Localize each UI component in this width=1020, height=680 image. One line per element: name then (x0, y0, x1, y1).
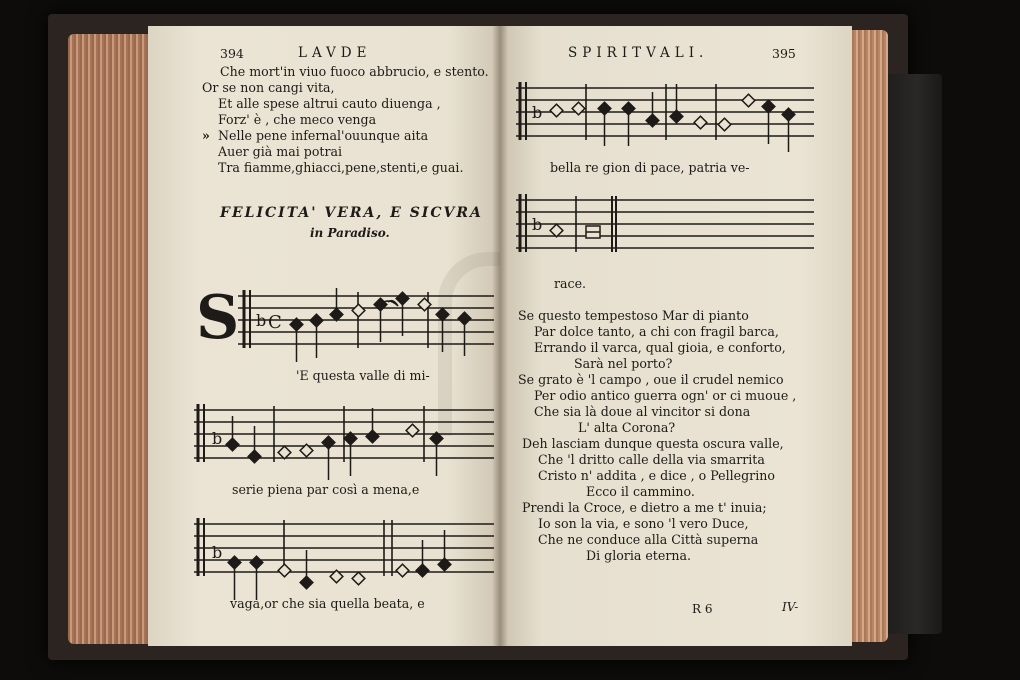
decorated-initial: S (196, 283, 240, 353)
lyric-line: vaga,or che sia quella beata, e (230, 596, 425, 611)
verse-line: Tra fiamme,ghiacci,pene,stenti,e guai. (218, 160, 464, 175)
music-staff-3 (194, 510, 496, 606)
verse-line: Sarà nel porto? (574, 356, 673, 371)
page-edges-right (848, 30, 888, 642)
book-gutter (492, 26, 508, 646)
verse-line: Auer già mai potrai (218, 144, 343, 159)
music-staff-4 (516, 74, 816, 158)
svg-text:b: b (212, 543, 223, 562)
verse-line: Deh lasciam dunque questa oscura valle, (522, 436, 784, 451)
verse-line: Or se non cangi vita, (202, 80, 335, 95)
verse-line: Se grato è 'l campo , oue il crudel nemico (518, 372, 784, 387)
svg-text:C: C (268, 312, 282, 333)
verse-line: Io son la via, e sono 'l vero Duce, (538, 516, 749, 531)
back-board (880, 74, 942, 634)
verse-line: Nelle pene infernal'ouunque aita (218, 128, 429, 143)
verse-line: Per odio antico guerra ogn' or ci muoue , (534, 388, 797, 403)
signature-mark: R 6 (692, 602, 713, 616)
page-edges-left (68, 34, 152, 644)
verse-marker: » (202, 128, 210, 143)
music-staff-5 (516, 186, 816, 270)
catchword: IV- (782, 600, 799, 614)
left-page (148, 26, 500, 646)
svg-text:b: b (212, 429, 223, 448)
verse-line: Prendi la Croce, e dietro a me t' inuia; (522, 500, 767, 515)
lyric-line: race. (554, 276, 587, 291)
verse-line: L' alta Corona? (578, 420, 676, 435)
verse-line: Che sia là doue al vincitor si dona (534, 404, 751, 419)
section-title: FELICITA' VERA, E SICVRA (220, 205, 483, 221)
lyric-line: bella re gion di pace, patria ve- (550, 160, 750, 175)
music-staff-2 (194, 396, 496, 492)
verse-line: Che 'l dritto calle della via smarrita (538, 452, 765, 467)
verse-line: Ecco il cammino. (586, 484, 695, 499)
section-subtitle: in Paradiso. (310, 226, 390, 240)
svg-text:b: b (532, 215, 543, 234)
verse-line: Che mort'in viuo fuoco abbrucio, e stento. (220, 64, 489, 79)
verse-line: Et alle spese altrui cauto diuenga , (218, 96, 441, 111)
verse-line: Che ne conduce alla Città superna (538, 532, 759, 547)
verse-line: Cristo n' addita , e dice , o Pellegrino (538, 468, 775, 483)
running-head-left: LAVDE (298, 45, 372, 61)
page-number-left: 394 (220, 46, 244, 61)
verse-line: Par dolce tanto, a chi con fragil barca, (534, 324, 779, 339)
verse-line: Errando il varca, qual gioia, e conforto, (534, 340, 786, 355)
running-head-right: SPIRITVALI. (568, 45, 709, 61)
lyric-line: serie piena par così a mena,e (232, 482, 420, 497)
right-page (500, 26, 852, 646)
verse-line: Se questo tempestoso Mar di pianto (518, 308, 749, 323)
svg-text:b: b (532, 103, 543, 122)
music-staff-1 (238, 282, 496, 372)
verse-line: Forz' è , che meco venga (218, 112, 377, 127)
page-number-right: 395 (772, 46, 796, 61)
svg-text:b: b (256, 311, 267, 330)
lyric-line: 'E questa valle di mi- (296, 368, 430, 383)
verse-line: Di gloria eterna. (586, 548, 691, 563)
